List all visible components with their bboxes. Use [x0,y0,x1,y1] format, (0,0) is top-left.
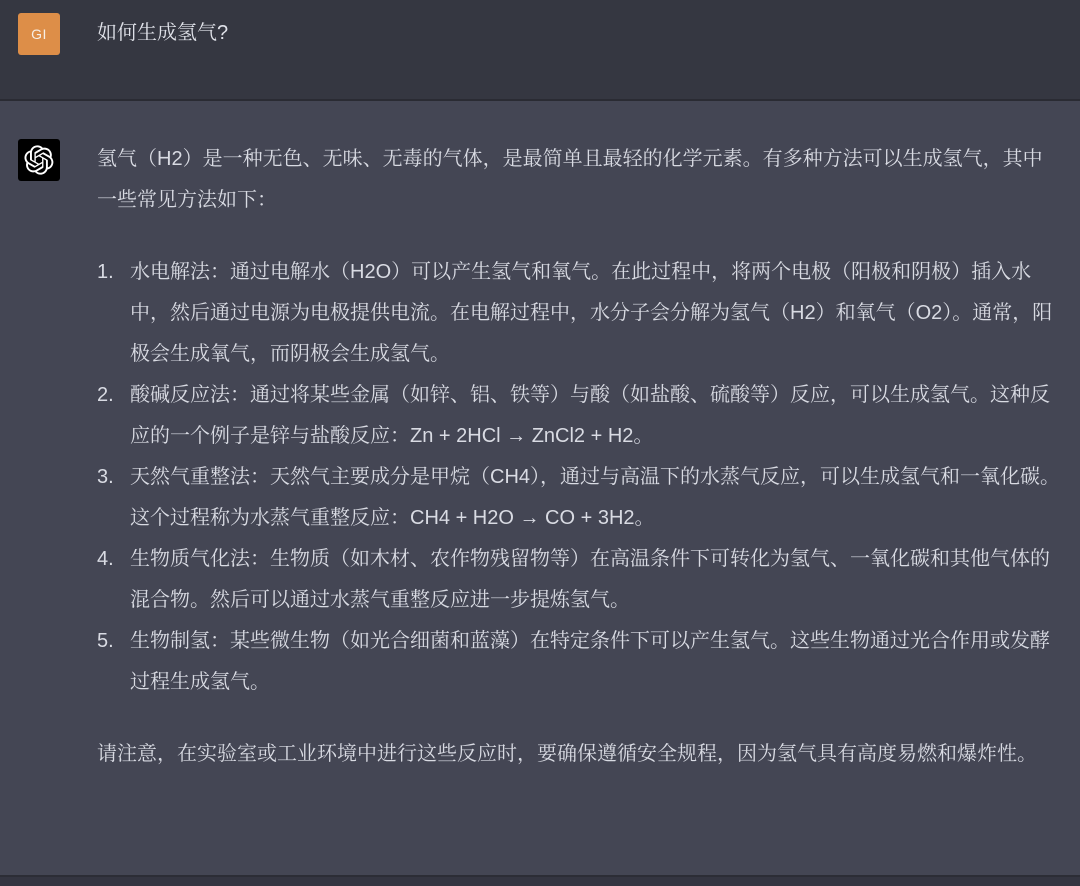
list-item-number: 1. [97,261,114,283]
list-item-text: 生物制氢：某些微生物（如光合细菌和蓝藻）在特定条件下可以产生氢气。这些生物通过光合作用或发酵过程生成氢气。 [130,630,1050,693]
methods-list [97,252,1062,703]
openai-logo-icon [24,145,54,175]
list-item-text: 水电解法：通过电解水（H2O）可以产生氢气和氧气。在此过程中，将两个电极（阳极和阴极）插入水中，然后通过电源为电极提供电流。在电解过程中，水分子会分解为氢气（H2）和氧气（O2）。通常，阳极会生成氧气，而阴极会生成氢气。 [130,261,1053,365]
assistant-avatar [18,139,60,181]
list-item-number: 2. [97,384,114,406]
list-item [97,539,1062,621]
list-item [97,375,1062,457]
user-avatar [18,13,60,55]
user-message-text: 如何生成氢气? [97,22,229,44]
list-item [97,621,1062,703]
next-section-edge [0,877,1080,886]
list-item [97,457,1062,539]
list-item-number: 4. [97,548,114,570]
list-item-text: 酸碱反应法：通过将某些金属（如锌、铝、铁等）与酸（如盐酸、硫酸等）反应，可以生成氢气。这种反应的一个例子是锌与盐酸反应：Zn + 2HCl → ZnCl2 + H2。 [130,384,1050,447]
assistant-message-body [97,139,1062,775]
list-item [97,252,1062,375]
assistant-intro-paragraph: 氢气（H2）是一种无色、无味、无毒的气体，是最简单且最轻的化学元素。有多种方法可以生成氢气，其中一些常见方法如下： [97,148,1043,211]
list-item-text: 生物质气化法：生物质（如木材、农作物残留物等）在高温条件下可转化为氢气、一氧化碳和其他气体的混合物。然后可以通过水蒸气重整反应进一步提炼氢气。 [130,548,1050,611]
list-item-number: 5. [97,630,114,652]
list-item-number: 3. [97,466,114,488]
user-avatar-initials: GI [31,26,47,42]
assistant-message [0,101,1080,877]
assistant-closing-paragraph: 请注意，在实验室或工业环境中进行这些反应时，要确保遵循安全规程，因为氢气具有高度易燃和爆炸性。 [97,743,1037,765]
user-message [0,0,1080,101]
list-item-text: 天然气重整法：天然气主要成分是甲烷（CH4），通过与高温下的水蒸气反应，可以生成氢气和一氧化碳。这个过程称为水蒸气重整反应：CH4 + H2O → CO + 3H2。 [130,466,1061,529]
